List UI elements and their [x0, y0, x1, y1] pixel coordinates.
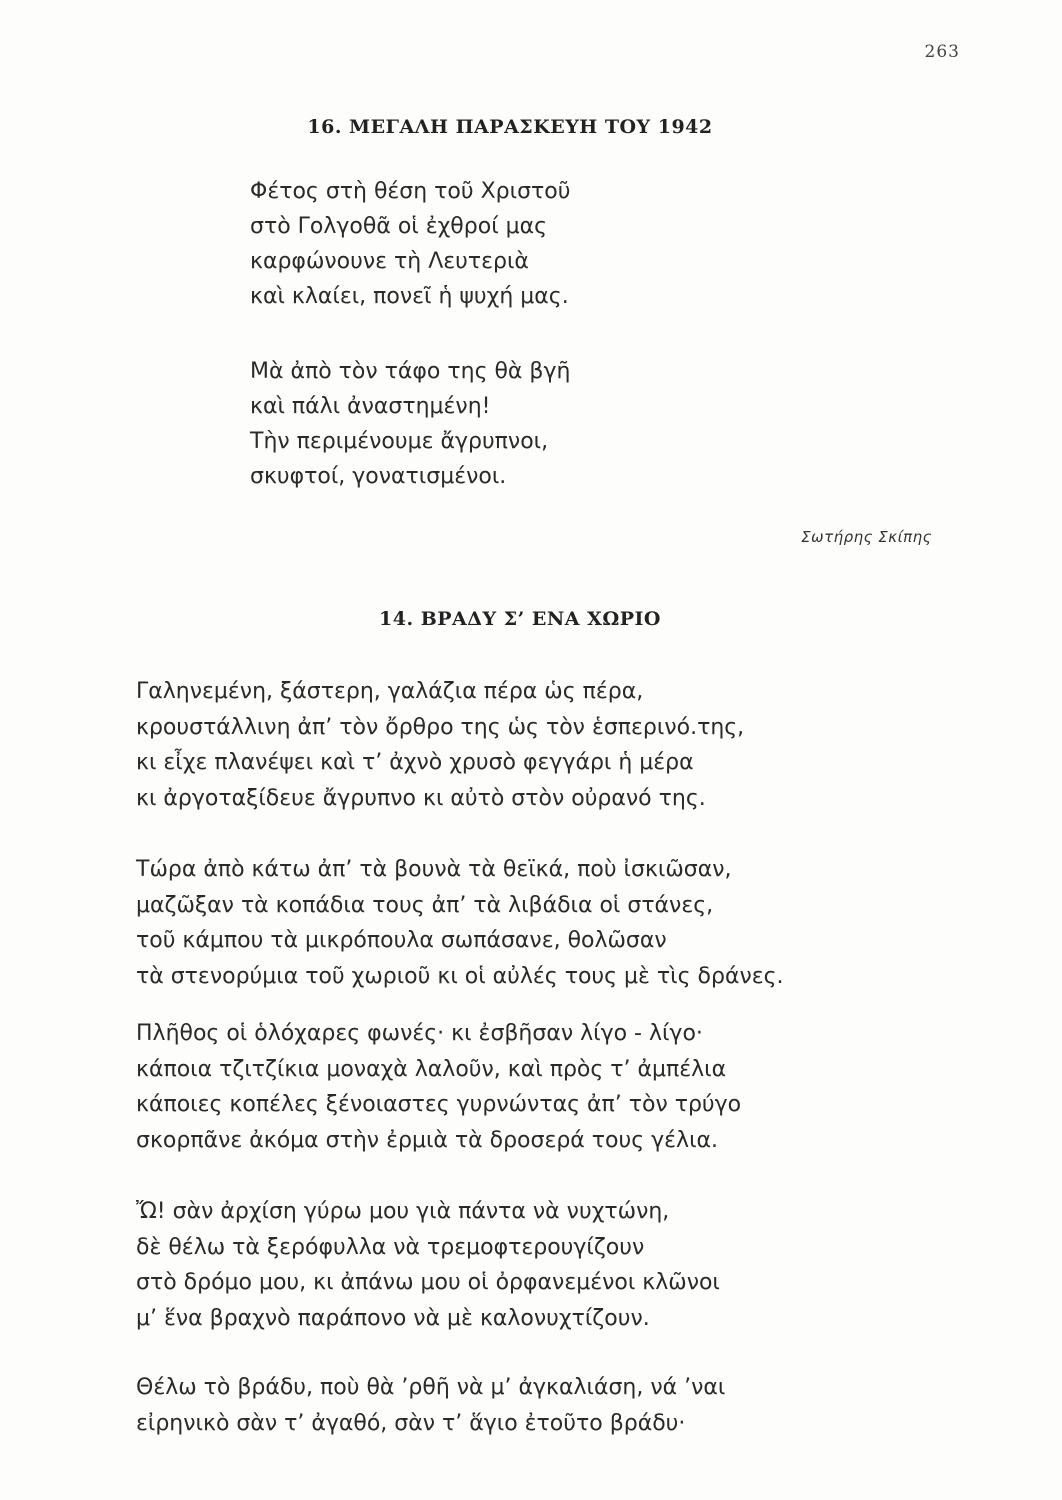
- verse-line: κρουστάλλινη ἀπ’ τὸν ὄρθρο της ὡς τὸν ἑσπερινό.της,: [136, 714, 745, 740]
- verse-line: καὶ κλαίει, πονεῖ ἡ ψυχή μας.: [250, 284, 569, 309]
- verse-line: καρφώνουνε τὴ Λευτεριὰ: [250, 249, 529, 274]
- verse-line: στὸ Γολγοθᾶ οἱ ἐχθροί μας: [250, 214, 548, 239]
- stanza: [136, 852, 784, 994]
- verse-line: Ὤ! σὰν ἀρχίση γύρω μου γιὰ πάντα νὰ νυχτώνη,: [136, 1199, 670, 1224]
- verse-line: Μὰ ἀπὸ τὸν τάφο της θὰ βγῆ: [250, 359, 571, 384]
- verse-line: Τὴν περιμένουμε ἄγρυπνοι,: [250, 429, 549, 454]
- verse-line: κάποια τζιτζίκια μοναχὰ λαλοῦν, καὶ πρὸς τ’ ἀμπέλια: [136, 1056, 727, 1082]
- verse-line: σκορπᾶνε ἀκόμα στὴν ἐρμιὰ τὰ δροσερά τους γέλια.: [136, 1127, 719, 1153]
- stanza: [136, 1016, 741, 1158]
- verse-line: Γαληνεμένη, ξάστερη, γαλάζια πέρα ὡς πέρα,: [136, 679, 644, 704]
- verse-line: εἰρηνικὸ σὰν τ’ ἀγαθό, σὰν τ’ ἅγιο ἐτοῦτο βράδυ·: [136, 1410, 686, 1436]
- poem-title: 14. ΒΡΑΔΥ Σ’ ΕΝΑ ΧΩΡΙΟ: [379, 608, 661, 630]
- stanza: [136, 1370, 725, 1441]
- verse-line: καὶ πάλι ἀναστημένη!: [250, 394, 491, 419]
- stanza: [136, 1194, 720, 1336]
- poem-title: 16. ΜΕΓΑΛΗ ΠΑΡΑΣΚΕΥΗ ΤΟΥ 1942: [307, 116, 713, 138]
- stanza: [250, 354, 570, 494]
- verse-line: τοῦ κάμπου τὰ μικρόπουλα σωπάσανε, θολῶσαν: [136, 928, 667, 953]
- verse-line: κάποιες κοπέλες ξένοιαστες γυρνώντας ἀπ’ τὸν τρύγο: [136, 1092, 742, 1117]
- verse-line: Φέτος στὴ θέση τοῦ Χριστοῦ: [250, 179, 571, 204]
- verse-line: Πλῆθος οἱ ὁλόχαρες φωνές· κι ἐσβῆσαν λίγο - λίγο·: [136, 1021, 703, 1046]
- verse-line: δὲ θέλω τὰ ξερόφυλλα νὰ τρεμοφτερουγίζουν: [136, 1234, 645, 1260]
- verse-line: μαζῶξαν τὰ κοπάδια τους ἀπ’ τὰ λιβάδια οἱ στάνες,: [136, 892, 714, 918]
- page-number: 263: [924, 42, 960, 62]
- verse-line: κι ἀργοταξίδευε ἄγρυπνο κι αὐτὸ στὸν οὐρανό της.: [136, 785, 706, 811]
- verse-line: σκυφτοί, γονατισμένοι.: [250, 464, 507, 489]
- verse-line: τὰ στενορύμια τοῦ χωριοῦ κι οἱ αὐλές τους μὲ τὶς δράνες.: [136, 963, 784, 989]
- verse-line: Τώρα ἀπὸ κάτω ἀπ’ τὰ βουνὰ τὰ θεϊκά, ποὺ ἰσκιῶσαν,: [136, 857, 732, 882]
- stanza: [250, 174, 570, 314]
- verse-line: στὸ δρόμο μου, κι ἀπάνω μου οἱ ὀρφανεμένοι κλῶνοι: [136, 1270, 720, 1295]
- stanza: [136, 674, 744, 816]
- verse-line: κι εἶχε πλανέψει καὶ τ’ ἀχνὸ χρυσὸ φεγγάρι ἡ μέρα: [136, 750, 694, 775]
- poem-author: Σωτήρης Σκίπης: [801, 528, 932, 546]
- verse-line: Θέλω τὸ βράδυ, ποὺ θὰ ’ρθῆ νὰ μ’ ἀγκαλιάση, νά ’ναι: [136, 1375, 726, 1400]
- verse-line: μ’ ἕνα βραχνὸ παράπονο νὰ μὲ καλονυχτίζουν.: [136, 1305, 650, 1331]
